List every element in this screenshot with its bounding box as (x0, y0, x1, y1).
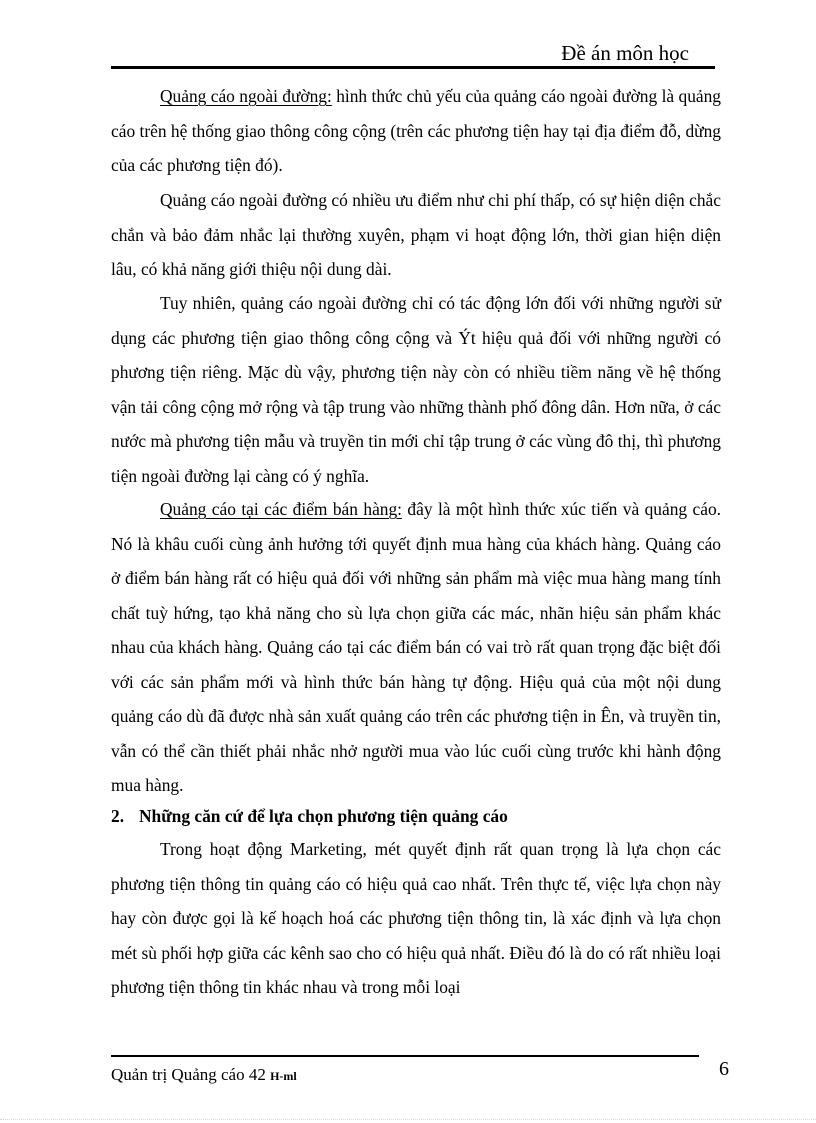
footer-label: Quản trị Quảng cáo 42 (111, 1065, 266, 1084)
outdoor-advantages-text: Quảng cáo ngoài đường có nhiều ưu điểm như chi phí thấp, có sự hiện diện chắc chắn và bảo đảm nhắc lại thường xuyên, phạm vi hoạt động lớn, thời gian hiện diện lâu, có khả năng giới thiệu nội dung dài. (111, 190, 721, 279)
paragraph-outdoor-limitations (111, 286, 721, 493)
header-title: Đề án môn học (561, 41, 689, 65)
outdoor-limitations-text: Tuy nhiên, quảng cáo ngoài đường chỉ có tác động lớn đối với những người sử dụng các phương tiện giao thông công cộng và Ýt hiệu quả đối với những người có phương tiện riêng. Mặc dù vậy, phương tiện này còn có nhiều tiềm năng về hệ thống vận tải công cộng mở rộng và tập trung vào những thành phố đông dân. Hơn nữa, ở các nước mà phương tiện mẫu và truyền tin mới chỉ tập trung ở các vùng đô thị, thì phương tiện ngoài đường lại càng có ý nghĩa. (111, 293, 721, 486)
section-title: Những căn cứ để lựa chọn phương tiện quảng cáo (139, 806, 508, 826)
page-edge (0, 1119, 816, 1120)
media-selection-text: Trong hoạt động Marketing, mét quyết định rất quan trọng là lựa chọn các phương tiện thông tin quảng cáo có hiệu quả cao nhất. Trên thực tế, việc lựa chọn này hay còn được gọi là kế hoạch hoá các phương tiện thông tin, là xác định và lựa chọn mét sù phối hợp giữa các kênh sao cho có hiệu quả nhất. Điều đó là do có rất nhiều loại phương tiện thông tin khác nhau và trong mỗi loại (111, 839, 721, 997)
page-number: 6 (719, 1058, 729, 1080)
paragraph-media-selection (111, 832, 721, 1005)
paragraph-point-of-sale (111, 492, 721, 803)
outdoor-advertising-label: Quảng cáo ngoài đường: (160, 86, 332, 106)
paragraph-outdoor-advantages (111, 183, 721, 287)
footer-suffix: H-ml (270, 1069, 297, 1083)
point-of-sale-text: đây là một hình thức xúc tiến và quảng cáo. Nó là khâu cuối cùng ảnh hưởng tới quyết định mua hàng của khách hàng. Quảng cáo ở điểm bán hàng rất có hiệu quả đối với những sản phẩm mà việc mua hàng mang tính chất tuỳ hứng, tạo khả năng cho sù lựa chọn giữa các mác, nhãn hiệu sản phẩm khác nhau của khách hàng. Quảng cáo tại các điểm bán có vai trò rất quan trọng đặc biệt đối với các sản phẩm mới và hình thức bán hàng tự động. Hiệu quả của một nội dung quảng cáo dù đã được nhà sản xuất quảng cáo trên các phương tiện in Ên, và truyền tin, vẫn có thể cần thiết phải nhắc nhở người mua vào lúc cuối cùng trước khi hành động mua hàng. (111, 499, 721, 795)
outdoor-advertising-text: hình thức chủ yếu của quảng cáo ngoài đường là quảng cáo trên hệ thống giao thông công cộng (trên các phương tiện hay tại địa điểm đỗ, dừng của các phương tiện đó). (111, 86, 722, 175)
paragraph-outdoor-advertising (111, 79, 721, 183)
footer-divider (111, 1055, 699, 1057)
header-divider (111, 66, 715, 69)
footer-text (111, 1064, 297, 1087)
section-number: 2. (111, 806, 125, 826)
section-heading (111, 802, 508, 830)
point-of-sale-label: Quảng cáo tại các điểm bán hàng: (160, 499, 403, 519)
